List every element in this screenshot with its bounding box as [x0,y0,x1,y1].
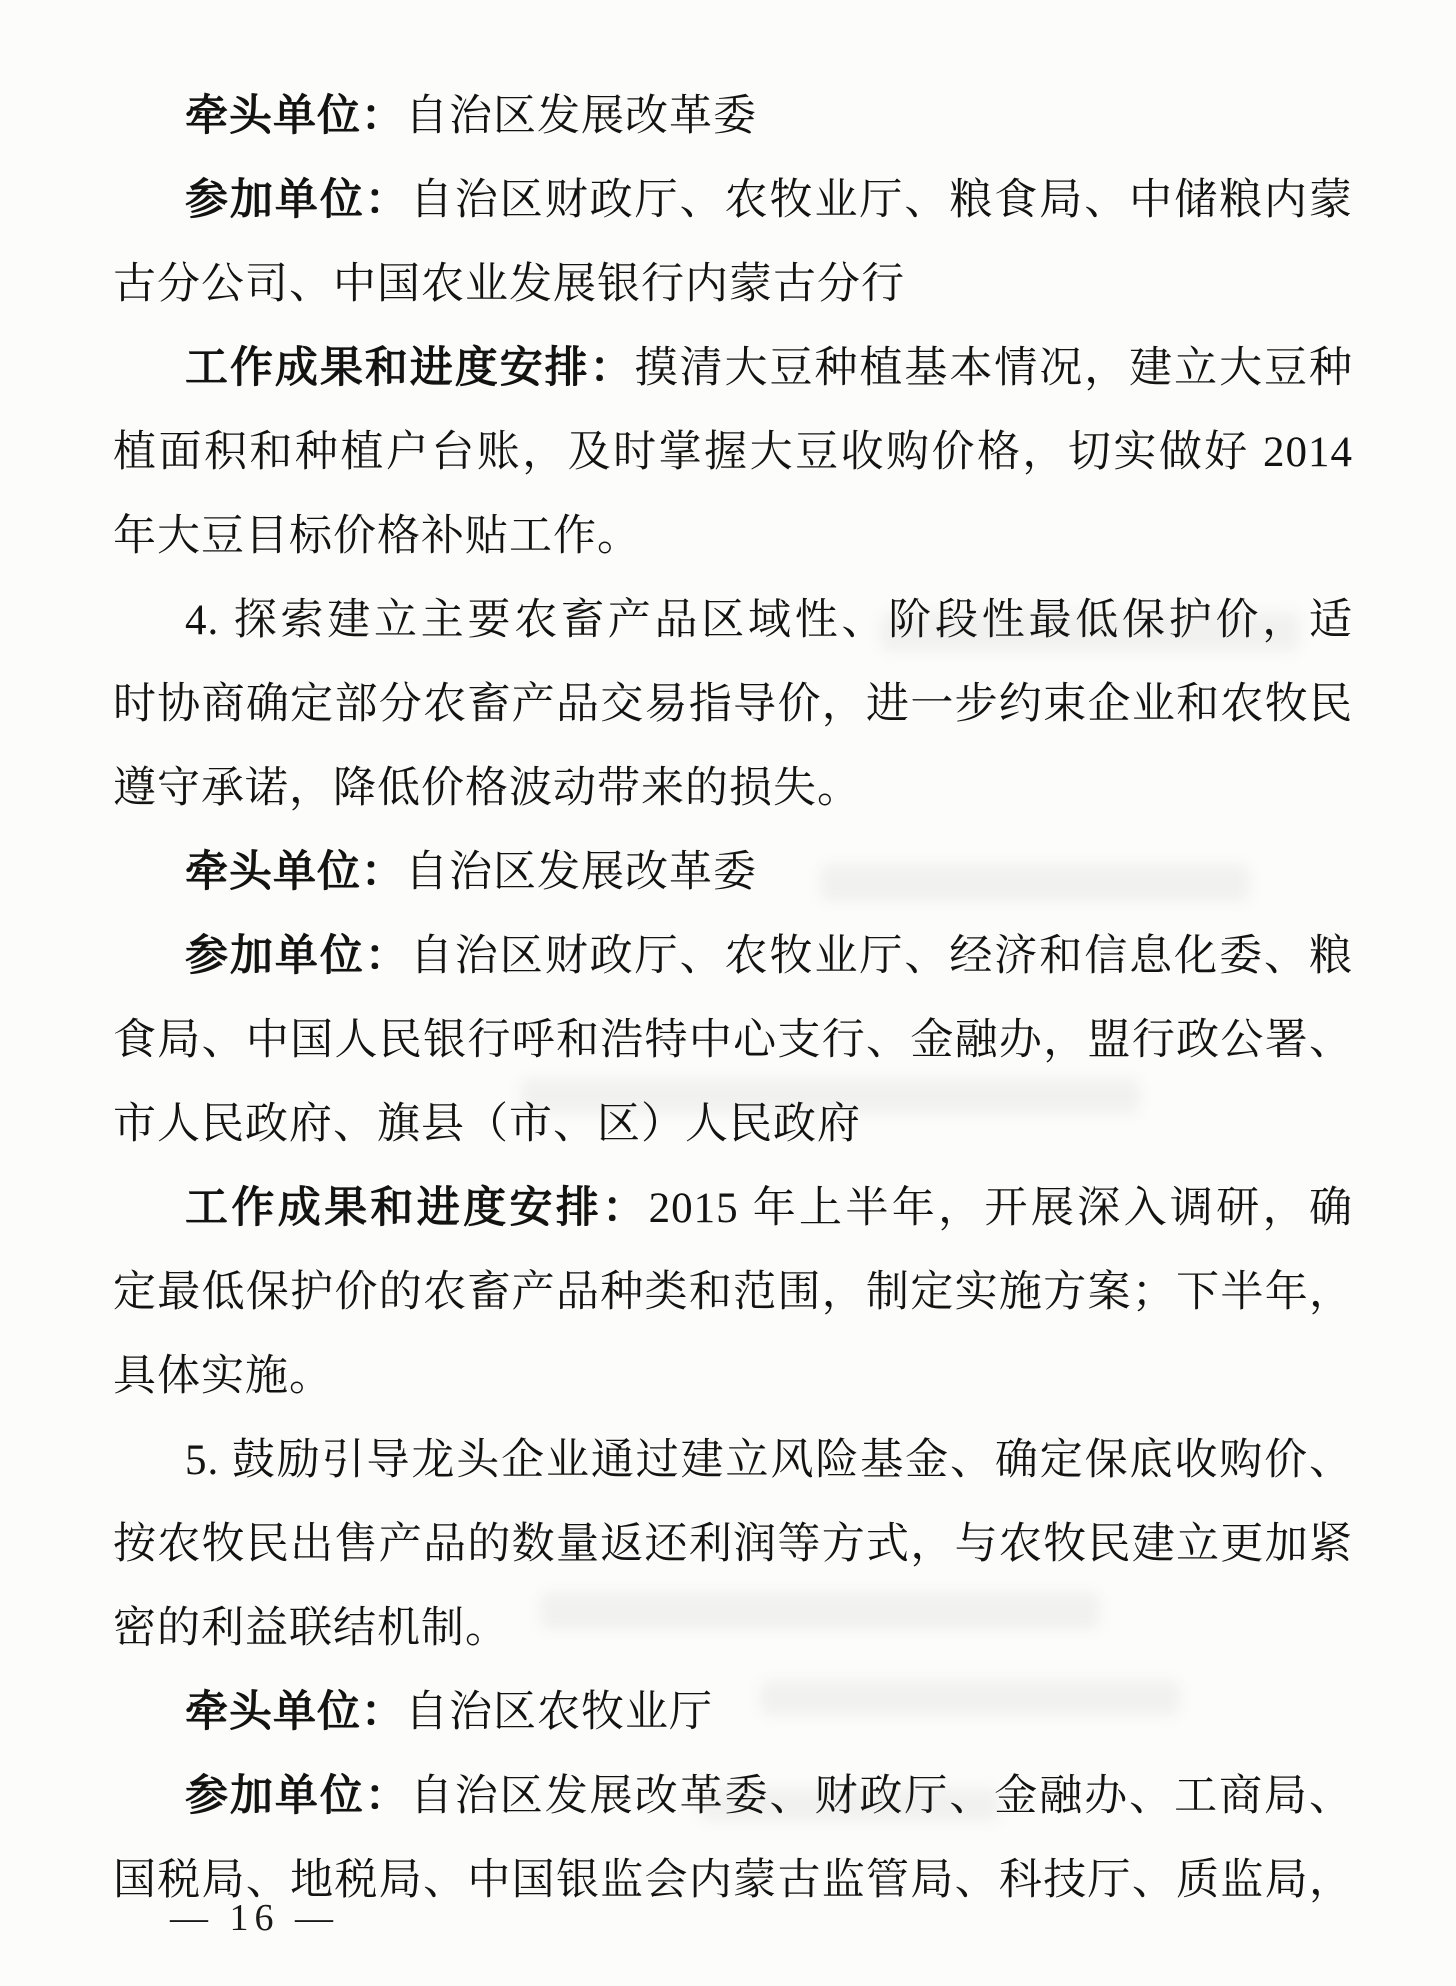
text-line [113,159,1353,243]
text-line [113,663,1353,747]
line-label: 工作成果和进度安排： [185,345,635,392]
line-text: 自治区财政厅、农牧业厅、经济和信息化委、粮 [409,933,1354,980]
line-text: 国税局、地税局、中国银监会内蒙古监管局、科技厅、质监局， [113,1857,1353,1904]
line-label: 参加单位： [185,177,410,224]
line-text: 食局、中国人民银行呼和浩特中心支行、金融办，盟行政公署、 [113,1017,1353,1064]
text-line [113,1587,1353,1671]
text-line [113,1503,1353,1587]
text-line [113,411,1353,495]
text-line [113,1083,1353,1167]
line-label: 工作成果和进度安排： [185,1185,649,1232]
text-line [113,495,1353,579]
line-text: 自治区发展改革委 [405,93,757,140]
line-text: 植面积和种植户台账，及时掌握大豆收购价格，切实做好 2014 [113,429,1353,476]
document-body [113,75,1353,1923]
text-line [113,1335,1353,1419]
text-line [113,1671,1353,1755]
text-line [113,747,1353,831]
line-label: 牵头单位： [185,1689,405,1736]
line-text: 市人民政府、旗县（市、区）人民政府 [113,1101,861,1148]
line-text: 自治区农牧业厅 [405,1689,713,1736]
line-label: 牵头单位： [185,93,405,140]
line-text: 遵守承诺，降低价格波动带来的损失。 [113,765,861,812]
line-text: 自治区财政厅、农牧业厅、粮食局、中储粮内蒙 [409,177,1354,224]
text-line [113,1419,1353,1503]
text-line [113,243,1353,327]
line-label: 参加单位： [185,1773,410,1820]
text-line [113,75,1353,159]
line-text: 自治区发展改革委、财政厅、金融办、工商局、 [409,1773,1354,1820]
line-text: 古分公司、中国农业发展银行内蒙古分行 [113,261,905,308]
text-line [113,327,1353,411]
page-number: — 16 — [170,1897,339,1939]
text-line [113,1167,1353,1251]
line-text: 定最低保护价的农畜产品种类和范围，制定实施方案；下半年， [113,1269,1353,1316]
text-line [113,999,1353,1083]
text-line [113,579,1353,663]
line-text: 年大豆目标价格补贴工作。 [113,513,641,560]
line-text: 2015 年上半年，开展深入调研，确 [648,1185,1354,1232]
line-text: 时协商确定部分农畜产品交易指导价，进一步约束企业和农牧民 [113,681,1353,728]
line-label: 参加单位： [185,933,410,980]
text-line [113,1755,1353,1839]
line-text: 具体实施。 [113,1353,333,1400]
line-text: 按农牧民出售产品的数量返还利润等方式，与农牧民建立更加紧 [113,1521,1353,1568]
text-line [113,915,1353,999]
text-line [113,1251,1353,1335]
line-text: 自治区发展改革委 [405,849,757,896]
line-text: 4. 探索建立主要农畜产品区域性、阶段性最低保护价，适 [185,597,1353,644]
text-line [113,831,1353,915]
line-text: 5. 鼓励引导龙头企业通过建立风险基金、确定保底收购价、 [185,1437,1353,1484]
line-text: 摸清大豆种植基本情况，建立大豆种 [634,345,1354,392]
line-label: 牵头单位： [185,849,405,896]
line-text: 密的利益联结机制。 [113,1605,509,1652]
